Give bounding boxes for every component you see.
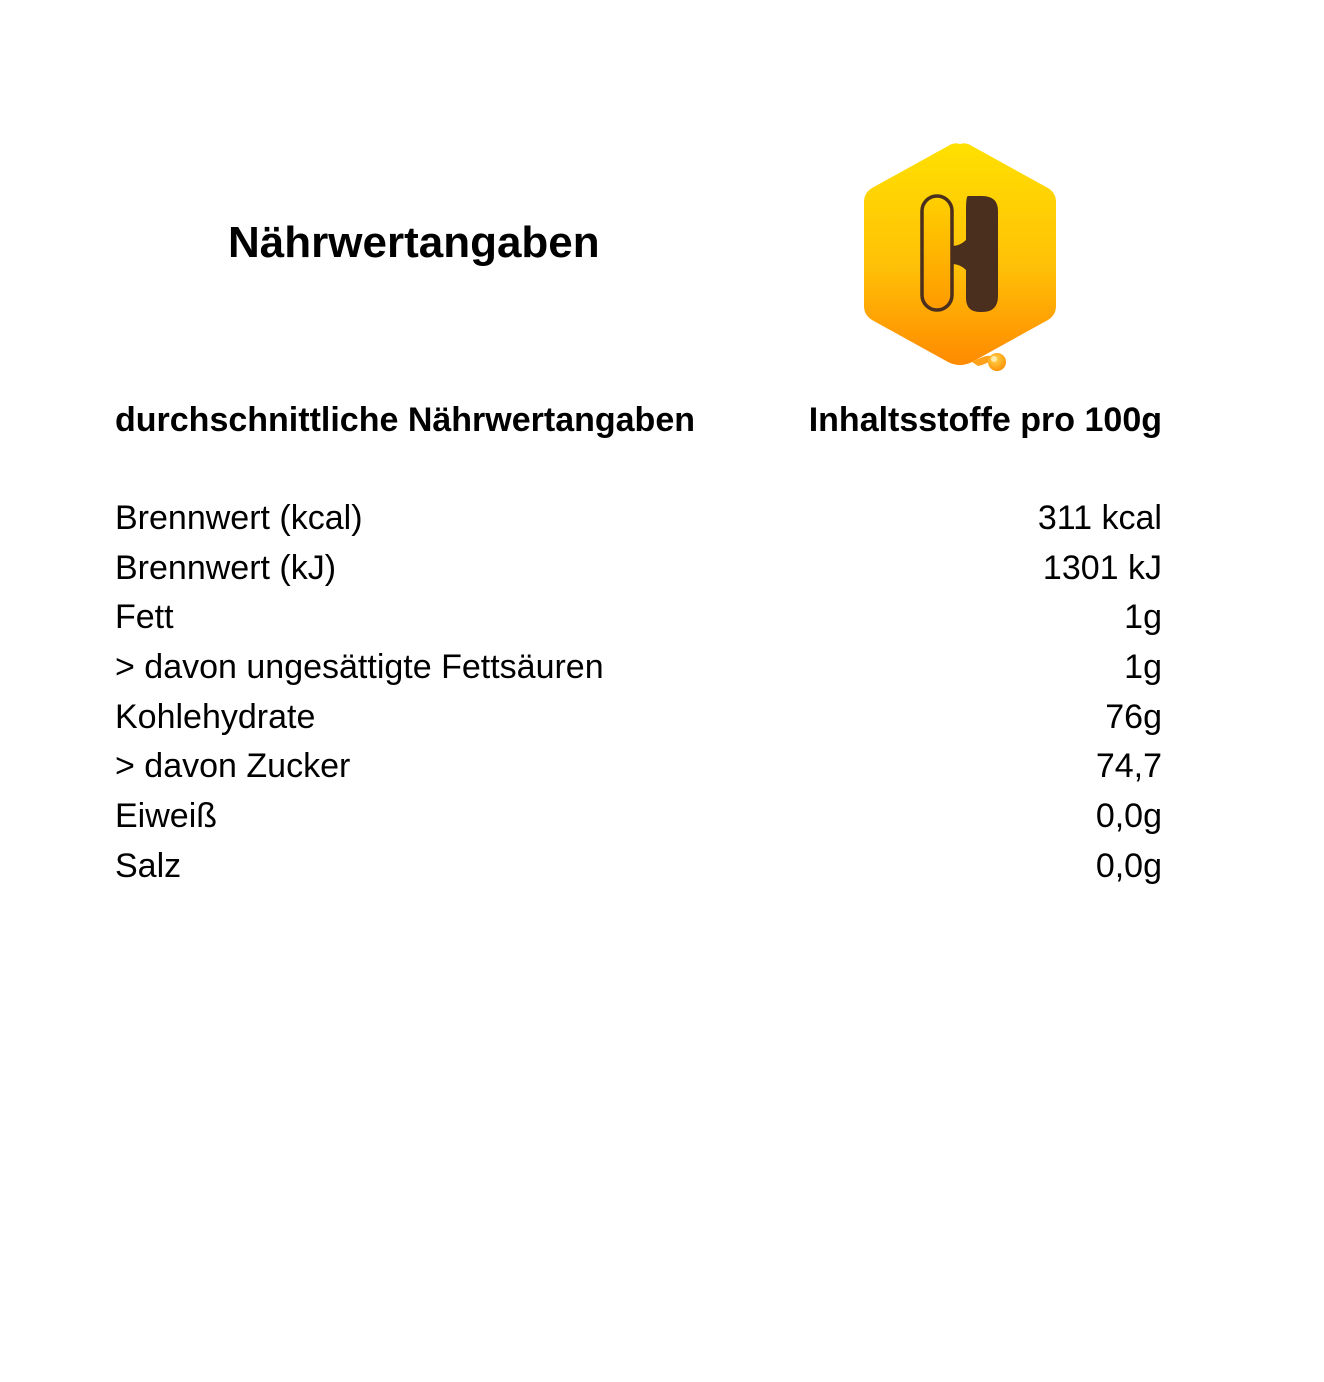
row-value: 1g [1124,598,1162,637]
honey-hexagon-logo-icon [860,140,1060,380]
row-label: Eiweiß [115,797,218,836]
row-value: 1g [1124,648,1162,687]
page-title: Nährwertangaben [228,218,600,267]
table-row [115,792,1162,842]
table-row [115,494,1162,544]
row-value: 0,0g [1095,846,1162,885]
table-row [115,693,1162,743]
row-value: 311 kcal [1037,499,1162,537]
row-label: Brennwert (kcal) [115,499,363,537]
row-value: 0,0g [1095,797,1162,836]
row-value: 74,7 [1095,747,1162,786]
table-row [115,643,1162,693]
header-value-column: Inhaltsstoffe pro 100g [808,401,1162,439]
table-row [115,742,1162,792]
row-label: Kohlehydrate [115,697,316,736]
table-row [115,842,1162,892]
row-label: Brennwert (kJ) [115,548,337,587]
row-label: Salz [115,846,182,885]
row-label: Fett [115,598,174,637]
nutrition-table [115,494,1162,892]
table-row [115,593,1162,643]
row-value: 1301 kJ [1042,548,1162,587]
row-value: 76g [1105,697,1162,736]
row-label: > davon Zucker [115,747,351,786]
table-row [115,544,1162,594]
row-label: > davon ungesättigte Fettsäuren [115,648,604,687]
header-label-column: durchschnittliche Nährwertangaben [115,401,695,439]
table-header [115,396,1162,444]
